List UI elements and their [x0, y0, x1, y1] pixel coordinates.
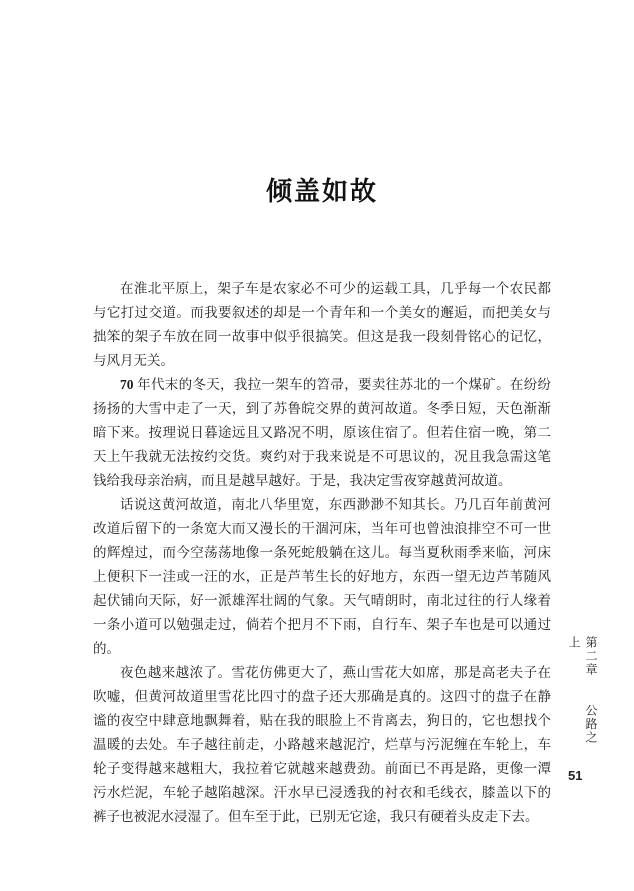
paragraph-3-text: 话说这黄河故道，南北八华里宽，东西渺渺不知其长。乃几百年前黄河改道后留下的一条宽大而又漫长的干涸河床，当年可也曾浊浪排空不可一世的辉煌过，而今空荡荡地像一条死蛇般躺在这儿。每当夏秋雨季来临，河床上便积下一洼或一汪的水，正是芦苇生长的好地方，东西一望无边芦苇随风起伏铺向天际，好一派雄浑壮阔的气象。天气晴朗时，南北过往的行人缘着一条小道可以勉强走过，倘若个把月不下雨，自行车、架子车也是可以通过的。 [93, 497, 551, 656]
page-margin-rail [560, 0, 634, 891]
chapter-number: 第二章 [584, 636, 598, 677]
page-number: 51 [568, 768, 583, 783]
section-title: 倾盖如故 [265, 177, 378, 206]
paragraph-2-text: 年代末的冬天，我拉一架车的笤帚，要卖往苏北的一个煤矿。在纷纷扬扬的大雪中走了一天，到了苏鲁皖交界的黄河故道。冬季日短，天色渐渐暗下来。按理说日暮途远且又路况不明，原该住宿了。但若住宿一晚，第二天上午我就无法按约交货。爽约对于我来说是不可思议的，况且我急需这笔钱给我母亲治病，而且是越早越好。于是，我决定雪夜穿越黄河故道。 [93, 377, 551, 488]
paragraph-3 [93, 493, 551, 661]
paragraph-4-text: 夜色越来越浓了。雪花仿佛更大了，燕山雪花大如席，那是高老夫子在吹嘘，但黄河故道里雪花比四寸的盘子还大那确是真的。这四寸的盘子在静谧的夜空中肆意地飘舞着，贴在我的眼脸上不肯离去，狗日的，它也想找个温暖的去处。车子越往前走，小路越来越泥泞，烂草与污泥缠在车轮上，车轮子变得越来越粗大，我拉着它就越来越费劲。前面已不再是路，更像一潭污水烂泥，车轮子越陷越深。汗水早已浸透我的衬衣和毛线衣，膝盖以下的裤子也被泥水浸湿了。但车至于此，已别无它途，我只有硬着头皮走下去。 [93, 665, 551, 824]
paragraph-1-text: 在淮北平原上，架子车是农家必不可少的运载工具，几乎每一个农民都与它打过交道。而我要叙述的却是一个青年和一个美女的邂逅，而把美女与拙笨的架子车放在同一故事中似乎很搞笑。但这是我一段刻骨铭心的记忆，与风月无关。 [93, 281, 551, 368]
paragraph-4 [93, 661, 551, 829]
paragraph-2-lead: 70 [120, 377, 134, 392]
body-text [93, 277, 551, 829]
paragraph-2 [93, 373, 551, 493]
chapter-marker [566, 636, 600, 756]
chapter-title: 公路之上 [567, 636, 598, 745]
paragraph-1 [93, 277, 551, 373]
